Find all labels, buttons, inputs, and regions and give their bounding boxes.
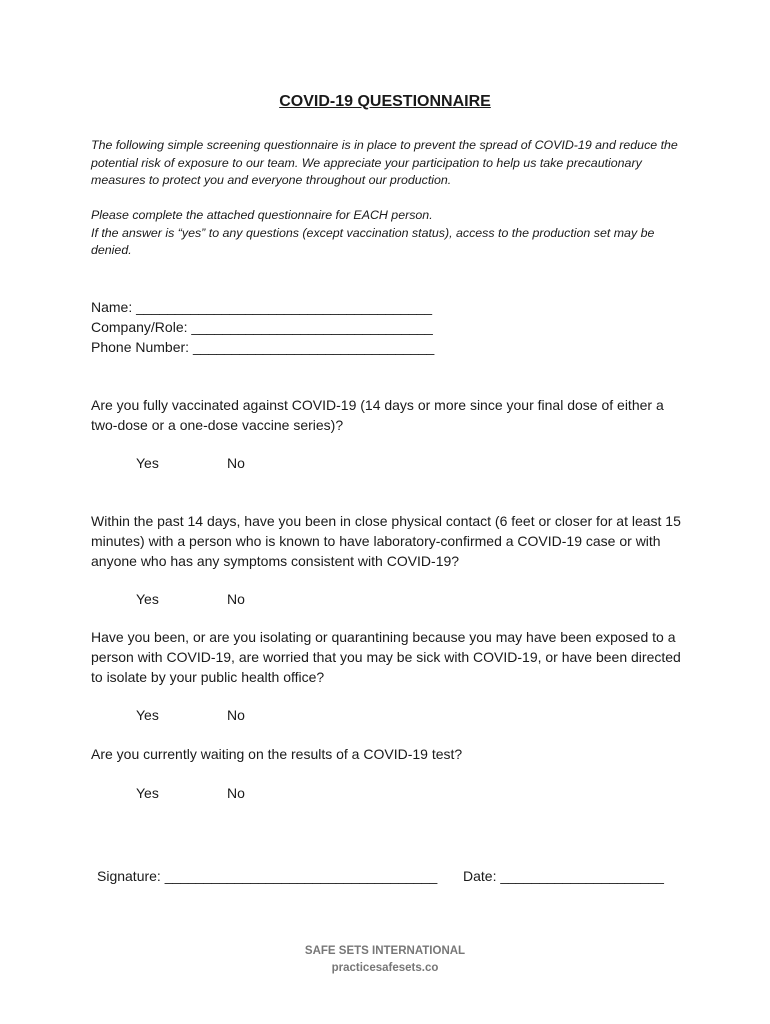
signature-field[interactable]: Signature: ___________________________________	[97, 868, 438, 884]
question-test-results: Are you currently waiting on the results of a COVID-19 test?	[91, 746, 463, 762]
answer-no-q4[interactable]: No	[227, 785, 245, 801]
contact-fields	[91, 297, 434, 357]
question-vaccination: Are you fully vaccinated against COVID-19 (14 days or more since your final dose of either a two-dose or a one-dose vaccine series)?	[91, 397, 664, 433]
question-isolating: Have you been, or are you isolating or quarantining because you may have been exposed to a person with COVID-19, are worried that you may be sick with COVID-19, or have been directed to isolate by your public health office?	[91, 629, 681, 685]
footer-company: SAFE SETS INTERNATIONAL	[304, 945, 466, 957]
instruction-line-1: Please complete the attached questionnaire for EACH person.	[91, 208, 433, 222]
instructions	[91, 207, 691, 260]
answer-yes-q3[interactable]: Yes	[136, 707, 159, 723]
company-role-field[interactable]: Company/Role: _______________________________	[91, 319, 433, 335]
page-title: COVID-19 QUESTIONNAIRE	[279, 93, 491, 110]
intro-paragraph	[91, 137, 691, 190]
answer-no-q3[interactable]: No	[227, 707, 245, 723]
footer-website: practicesafesets.co	[331, 962, 439, 974]
intro-text: The following simple screening questionnaire is in place to prevent the spread of COVID-19 and reduce the potential risk of exposure to our team. We appreciate your participation to help us take precautionary measures to protect you and everyone throughout our production.	[91, 138, 678, 187]
answer-no-q1[interactable]: No	[227, 455, 245, 471]
date-field[interactable]: Date: _____________________	[463, 868, 664, 884]
phone-number-field[interactable]: Phone Number: _______________________________	[91, 339, 435, 355]
answer-yes-q1[interactable]: Yes	[136, 455, 159, 471]
answer-yes-q4[interactable]: Yes	[136, 785, 159, 801]
question-close-contact: Within the past 14 days, have you been in close physical contact (6 feet or closer for at least 15 minutes) with a person who is known to have laboratory-confirmed a COVID-19 case or with anyone who has any symptoms consistent with COVID-19?	[91, 513, 681, 569]
answer-yes-q2[interactable]: Yes	[136, 591, 159, 607]
instruction-line-2: If the answer is “yes” to any questions (except vaccination status), access to the production set may be denied.	[91, 225, 655, 257]
name-field[interactable]: Name: ______________________________________	[91, 299, 432, 315]
answer-no-q2[interactable]: No	[227, 591, 245, 607]
